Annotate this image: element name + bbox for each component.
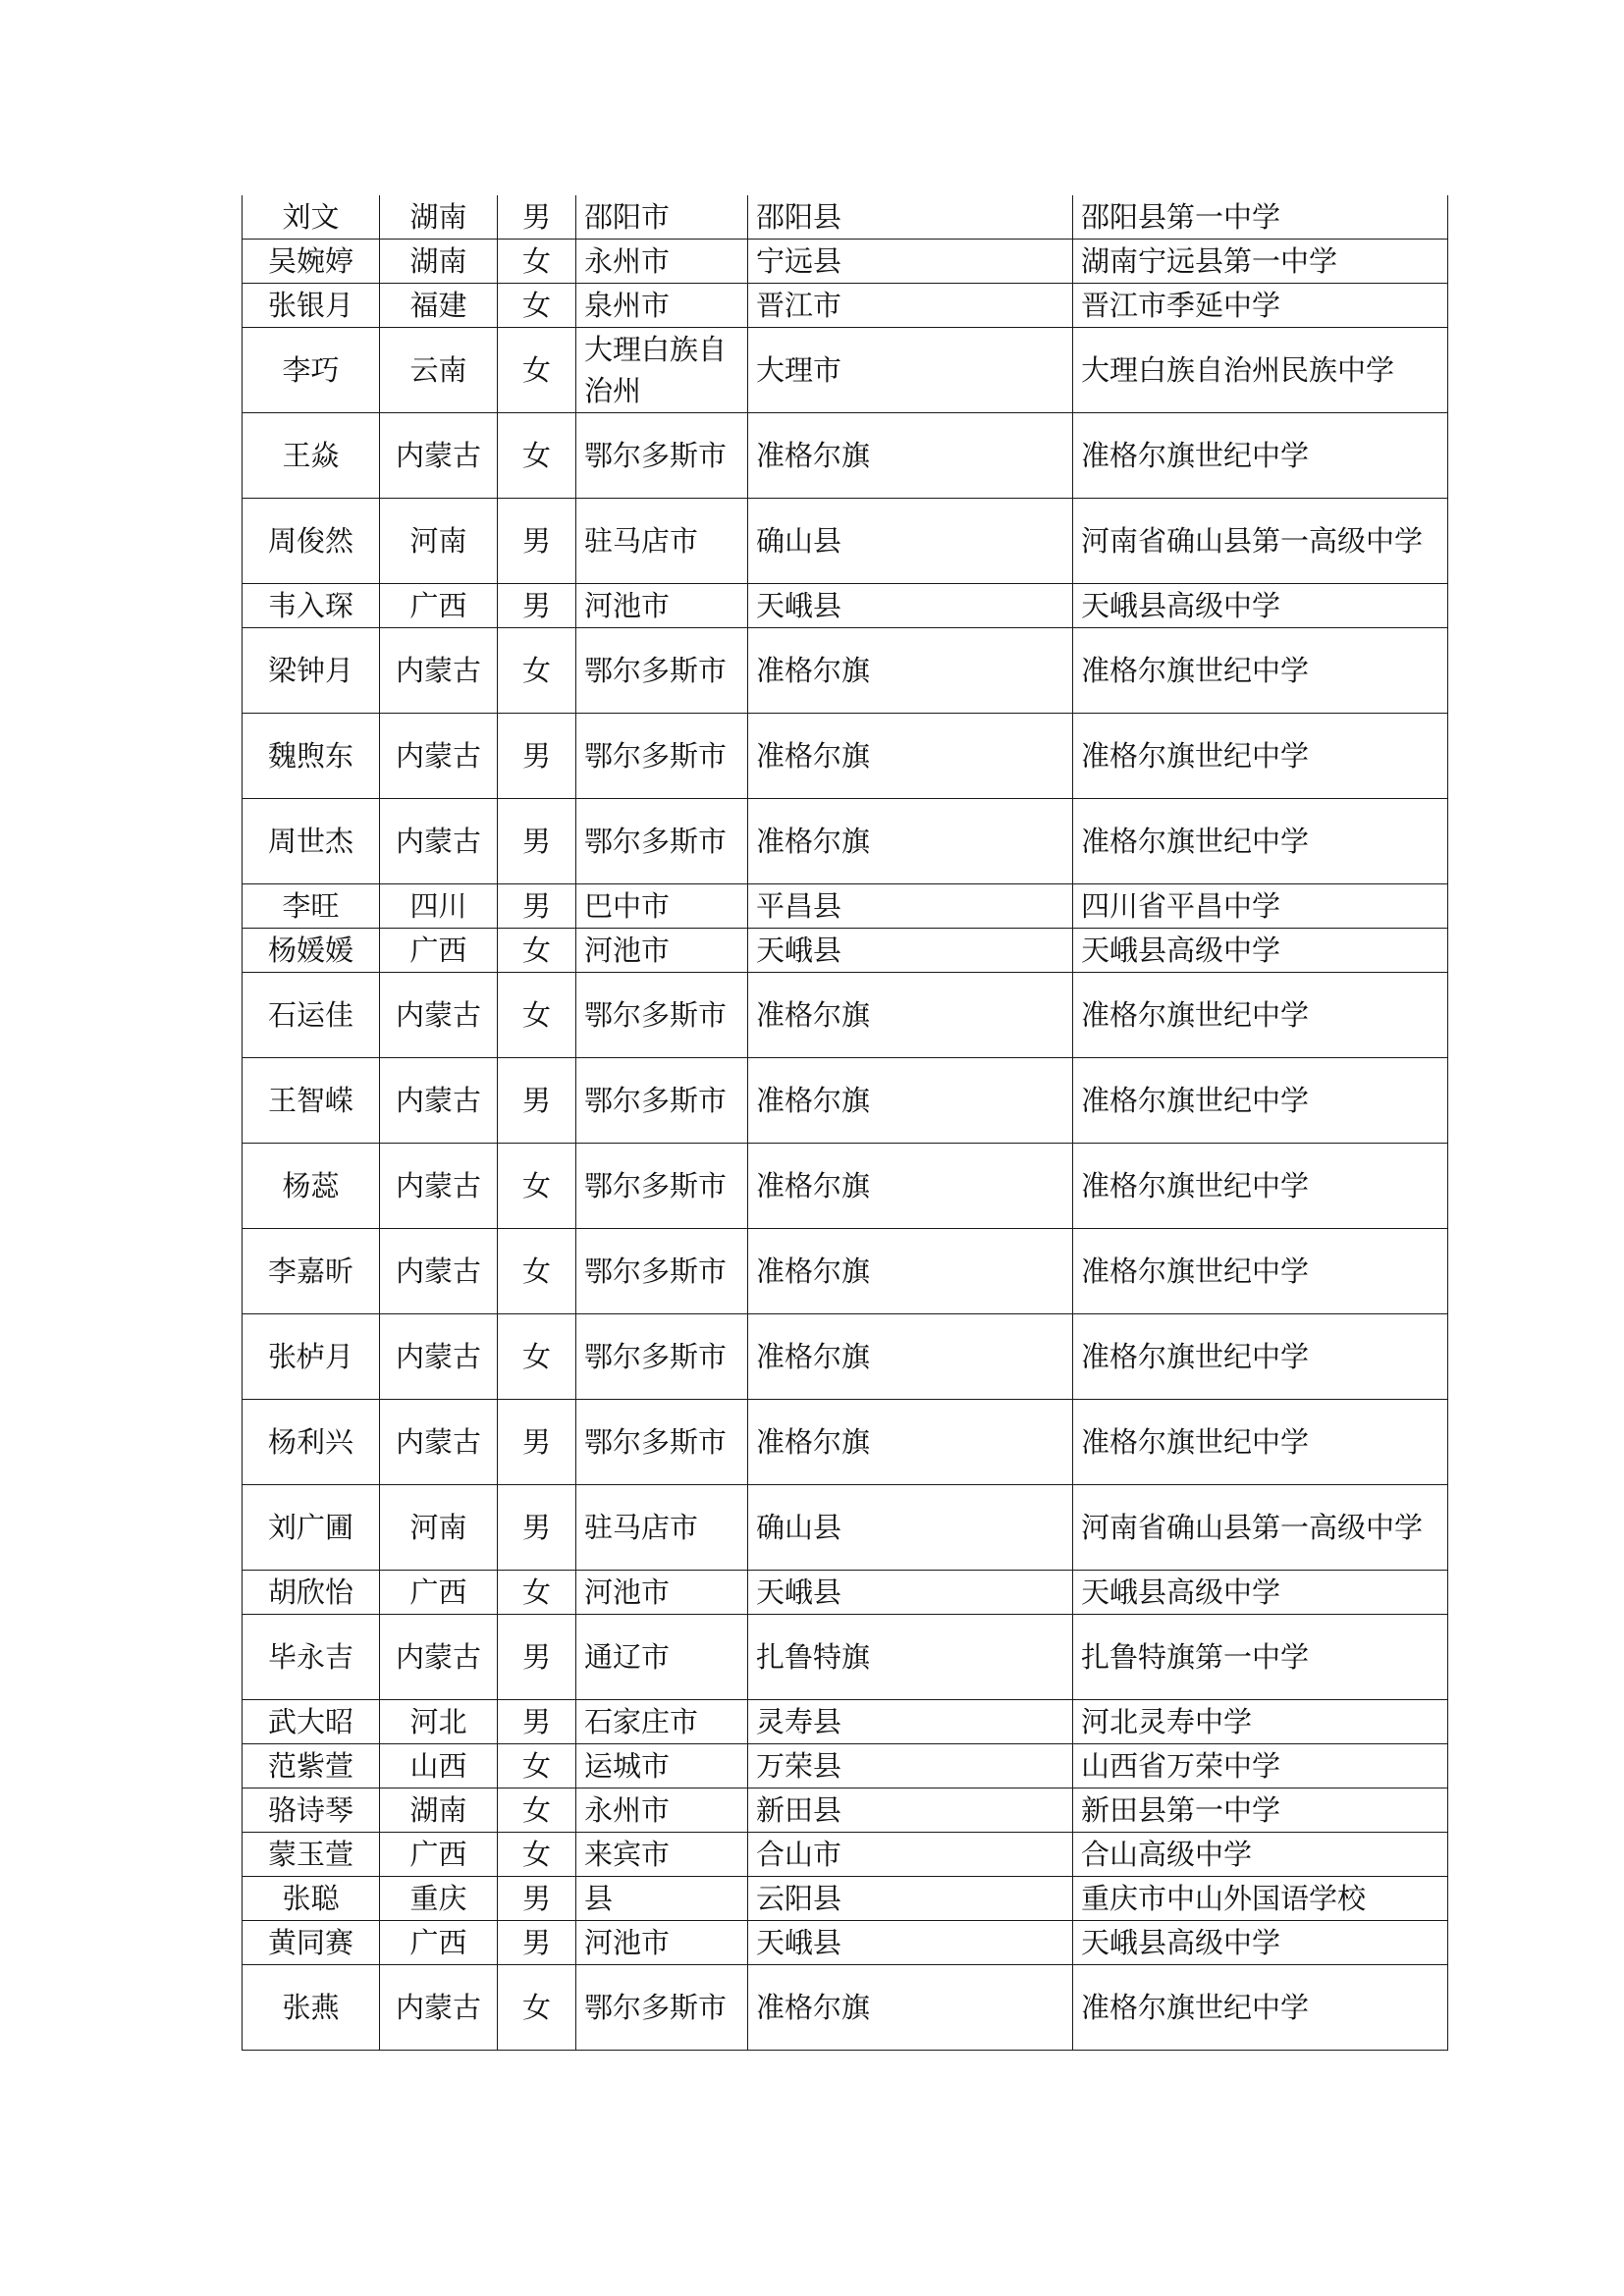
city-cell: 鄂尔多斯市 bbox=[576, 1058, 748, 1144]
student-name-cell: 张银月 bbox=[243, 284, 380, 328]
city-cell: 河池市 bbox=[576, 1571, 748, 1615]
city-cell: 河池市 bbox=[576, 929, 748, 973]
school-cell: 准格尔旗世纪中学 bbox=[1073, 799, 1448, 884]
province-cell: 内蒙古 bbox=[380, 714, 498, 799]
gender-cell: 男 bbox=[498, 1485, 576, 1571]
student-name-cell: 范紫萱 bbox=[243, 1744, 380, 1789]
roster-body bbox=[243, 195, 1448, 2051]
table-row bbox=[243, 1877, 1448, 1921]
school-cell: 扎鲁特旗第一中学 bbox=[1073, 1615, 1448, 1700]
school-cell: 准格尔旗世纪中学 bbox=[1073, 714, 1448, 799]
city-cell: 永州市 bbox=[576, 240, 748, 284]
table-row bbox=[243, 1921, 1448, 1965]
county-cell: 准格尔旗 bbox=[748, 799, 1073, 884]
gender-cell: 男 bbox=[498, 195, 576, 240]
school-cell: 天峨县高级中学 bbox=[1073, 929, 1448, 973]
student-name-cell: 李旺 bbox=[243, 884, 380, 929]
city-cell: 永州市 bbox=[576, 1789, 748, 1833]
county-cell: 准格尔旗 bbox=[748, 1144, 1073, 1229]
city-cell: 鄂尔多斯市 bbox=[576, 1314, 748, 1400]
province-cell: 河北 bbox=[380, 1700, 498, 1744]
gender-cell: 女 bbox=[498, 1965, 576, 2051]
city-cell: 通辽市 bbox=[576, 1615, 748, 1700]
city-cell: 来宾市 bbox=[576, 1833, 748, 1877]
county-cell: 准格尔旗 bbox=[748, 714, 1073, 799]
province-cell: 福建 bbox=[380, 284, 498, 328]
county-cell: 晋江市 bbox=[748, 284, 1073, 328]
county-cell: 天峨县 bbox=[748, 1571, 1073, 1615]
school-cell: 准格尔旗世纪中学 bbox=[1073, 1314, 1448, 1400]
province-cell: 内蒙古 bbox=[380, 1965, 498, 2051]
county-cell: 云阳县 bbox=[748, 1877, 1073, 1921]
province-cell: 广西 bbox=[380, 929, 498, 973]
school-cell: 邵阳县第一中学 bbox=[1073, 195, 1448, 240]
student-name-cell: 张栌月 bbox=[243, 1314, 380, 1400]
gender-cell: 女 bbox=[498, 1144, 576, 1229]
student-name-cell: 王智嵘 bbox=[243, 1058, 380, 1144]
gender-cell: 女 bbox=[498, 628, 576, 714]
province-cell: 广西 bbox=[380, 1833, 498, 1877]
county-cell: 准格尔旗 bbox=[748, 1314, 1073, 1400]
province-cell: 湖南 bbox=[380, 240, 498, 284]
table-row bbox=[243, 584, 1448, 628]
gender-cell: 女 bbox=[498, 1229, 576, 1314]
gender-cell: 男 bbox=[498, 1700, 576, 1744]
province-cell: 广西 bbox=[380, 1921, 498, 1965]
student-name-cell: 魏煦东 bbox=[243, 714, 380, 799]
gender-cell: 男 bbox=[498, 799, 576, 884]
school-cell: 准格尔旗世纪中学 bbox=[1073, 973, 1448, 1058]
city-cell: 县 bbox=[576, 1877, 748, 1921]
county-cell: 扎鲁特旗 bbox=[748, 1615, 1073, 1700]
school-cell: 大理白族自治州民族中学 bbox=[1073, 328, 1448, 413]
school-cell: 重庆市中山外国语学校 bbox=[1073, 1877, 1448, 1921]
province-cell: 内蒙古 bbox=[380, 1144, 498, 1229]
gender-cell: 女 bbox=[498, 413, 576, 499]
school-cell: 山西省万荣中学 bbox=[1073, 1744, 1448, 1789]
county-cell: 天峨县 bbox=[748, 929, 1073, 973]
student-name-cell: 蒙玉萱 bbox=[243, 1833, 380, 1877]
table-row bbox=[243, 284, 1448, 328]
school-cell: 准格尔旗世纪中学 bbox=[1073, 1965, 1448, 2051]
gender-cell: 女 bbox=[498, 1833, 576, 1877]
city-cell: 鄂尔多斯市 bbox=[576, 413, 748, 499]
county-cell: 准格尔旗 bbox=[748, 973, 1073, 1058]
table-row bbox=[243, 328, 1448, 413]
student-name-cell: 武大昭 bbox=[243, 1700, 380, 1744]
table-row bbox=[243, 714, 1448, 799]
table-row bbox=[243, 1789, 1448, 1833]
school-cell: 新田县第一中学 bbox=[1073, 1789, 1448, 1833]
school-cell: 准格尔旗世纪中学 bbox=[1073, 1400, 1448, 1485]
table-row bbox=[243, 499, 1448, 584]
province-cell: 四川 bbox=[380, 884, 498, 929]
city-cell: 邵阳市 bbox=[576, 195, 748, 240]
province-cell: 重庆 bbox=[380, 1877, 498, 1921]
county-cell: 天峨县 bbox=[748, 1921, 1073, 1965]
gender-cell: 男 bbox=[498, 1877, 576, 1921]
province-cell: 内蒙古 bbox=[380, 1058, 498, 1144]
table-row bbox=[243, 413, 1448, 499]
student-name-cell: 黄同赛 bbox=[243, 1921, 380, 1965]
school-cell: 河南省确山县第一高级中学 bbox=[1073, 499, 1448, 584]
city-cell: 鄂尔多斯市 bbox=[576, 628, 748, 714]
student-name-cell: 胡欣怡 bbox=[243, 1571, 380, 1615]
table-row bbox=[243, 929, 1448, 973]
school-cell: 晋江市季延中学 bbox=[1073, 284, 1448, 328]
gender-cell: 男 bbox=[498, 714, 576, 799]
city-cell: 驻马店市 bbox=[576, 499, 748, 584]
city-cell: 鄂尔多斯市 bbox=[576, 973, 748, 1058]
county-cell: 准格尔旗 bbox=[748, 1229, 1073, 1314]
school-cell: 天峨县高级中学 bbox=[1073, 1921, 1448, 1965]
province-cell: 河南 bbox=[380, 1485, 498, 1571]
county-cell: 邵阳县 bbox=[748, 195, 1073, 240]
city-cell: 驻马店市 bbox=[576, 1485, 748, 1571]
city-cell: 河池市 bbox=[576, 584, 748, 628]
gender-cell: 女 bbox=[498, 929, 576, 973]
city-cell: 鄂尔多斯市 bbox=[576, 1400, 748, 1485]
table-row bbox=[243, 884, 1448, 929]
province-cell: 内蒙古 bbox=[380, 1615, 498, 1700]
gender-cell: 男 bbox=[498, 584, 576, 628]
county-cell: 大理市 bbox=[748, 328, 1073, 413]
student-name-cell: 周俊然 bbox=[243, 499, 380, 584]
gender-cell: 女 bbox=[498, 1789, 576, 1833]
gender-cell: 女 bbox=[498, 1314, 576, 1400]
student-name-cell: 杨蕊 bbox=[243, 1144, 380, 1229]
table-row bbox=[243, 1400, 1448, 1485]
table-row bbox=[243, 973, 1448, 1058]
school-cell: 准格尔旗世纪中学 bbox=[1073, 1058, 1448, 1144]
gender-cell: 男 bbox=[498, 499, 576, 584]
city-cell: 巴中市 bbox=[576, 884, 748, 929]
county-cell: 确山县 bbox=[748, 499, 1073, 584]
gender-cell: 男 bbox=[498, 884, 576, 929]
student-name-cell: 骆诗琴 bbox=[243, 1789, 380, 1833]
county-cell: 准格尔旗 bbox=[748, 1965, 1073, 2051]
table-row bbox=[243, 1833, 1448, 1877]
student-name-cell: 张燕 bbox=[243, 1965, 380, 2051]
province-cell: 湖南 bbox=[380, 195, 498, 240]
student-name-cell: 杨媛媛 bbox=[243, 929, 380, 973]
table-row bbox=[243, 1744, 1448, 1789]
city-cell: 鄂尔多斯市 bbox=[576, 714, 748, 799]
county-cell: 宁远县 bbox=[748, 240, 1073, 284]
county-cell: 准格尔旗 bbox=[748, 1058, 1073, 1144]
gender-cell: 男 bbox=[498, 1400, 576, 1485]
student-name-cell: 李巧 bbox=[243, 328, 380, 413]
county-cell: 平昌县 bbox=[748, 884, 1073, 929]
student-name-cell: 韦入琛 bbox=[243, 584, 380, 628]
gender-cell: 女 bbox=[498, 328, 576, 413]
gender-cell: 女 bbox=[498, 240, 576, 284]
province-cell: 内蒙古 bbox=[380, 1400, 498, 1485]
province-cell: 内蒙古 bbox=[380, 628, 498, 714]
table-row bbox=[243, 1229, 1448, 1314]
table-row bbox=[243, 1965, 1448, 2051]
gender-cell: 男 bbox=[498, 1058, 576, 1144]
table-row bbox=[243, 1571, 1448, 1615]
province-cell: 内蒙古 bbox=[380, 413, 498, 499]
table-row bbox=[243, 1144, 1448, 1229]
city-cell: 鄂尔多斯市 bbox=[576, 1229, 748, 1314]
gender-cell: 男 bbox=[498, 1615, 576, 1700]
province-cell: 内蒙古 bbox=[380, 973, 498, 1058]
county-cell: 准格尔旗 bbox=[748, 413, 1073, 499]
school-cell: 准格尔旗世纪中学 bbox=[1073, 1144, 1448, 1229]
student-name-cell: 毕永吉 bbox=[243, 1615, 380, 1700]
student-name-cell: 石运佳 bbox=[243, 973, 380, 1058]
province-cell: 广西 bbox=[380, 1571, 498, 1615]
table-row bbox=[243, 195, 1448, 240]
school-cell: 天峨县高级中学 bbox=[1073, 584, 1448, 628]
county-cell: 灵寿县 bbox=[748, 1700, 1073, 1744]
county-cell: 新田县 bbox=[748, 1789, 1073, 1833]
student-name-cell: 刘广圃 bbox=[243, 1485, 380, 1571]
province-cell: 山西 bbox=[380, 1744, 498, 1789]
gender-cell: 女 bbox=[498, 284, 576, 328]
city-cell: 鄂尔多斯市 bbox=[576, 1144, 748, 1229]
school-cell: 湖南宁远县第一中学 bbox=[1073, 240, 1448, 284]
gender-cell: 男 bbox=[498, 1921, 576, 1965]
city-cell: 鄂尔多斯市 bbox=[576, 799, 748, 884]
student-name-cell: 刘文 bbox=[243, 195, 380, 240]
province-cell: 河南 bbox=[380, 499, 498, 584]
county-cell: 合山市 bbox=[748, 1833, 1073, 1877]
student-name-cell: 李嘉昕 bbox=[243, 1229, 380, 1314]
table-row bbox=[243, 628, 1448, 714]
city-cell: 河池市 bbox=[576, 1921, 748, 1965]
table-row bbox=[243, 799, 1448, 884]
county-cell: 准格尔旗 bbox=[748, 1400, 1073, 1485]
school-cell: 准格尔旗世纪中学 bbox=[1073, 413, 1448, 499]
province-cell: 湖南 bbox=[380, 1789, 498, 1833]
table-row bbox=[243, 1700, 1448, 1744]
school-cell: 准格尔旗世纪中学 bbox=[1073, 1229, 1448, 1314]
province-cell: 内蒙古 bbox=[380, 1314, 498, 1400]
school-cell: 河南省确山县第一高级中学 bbox=[1073, 1485, 1448, 1571]
province-cell: 内蒙古 bbox=[380, 1229, 498, 1314]
table-row bbox=[243, 240, 1448, 284]
province-cell: 云南 bbox=[380, 328, 498, 413]
school-cell: 河北灵寿中学 bbox=[1073, 1700, 1448, 1744]
province-cell: 内蒙古 bbox=[380, 799, 498, 884]
gender-cell: 女 bbox=[498, 1744, 576, 1789]
city-cell: 大理白族自治州 bbox=[576, 328, 748, 413]
table-row bbox=[243, 1058, 1448, 1144]
gender-cell: 女 bbox=[498, 973, 576, 1058]
gender-cell: 女 bbox=[498, 1571, 576, 1615]
school-cell: 准格尔旗世纪中学 bbox=[1073, 628, 1448, 714]
city-cell: 石家庄市 bbox=[576, 1700, 748, 1744]
school-cell: 合山高级中学 bbox=[1073, 1833, 1448, 1877]
county-cell: 准格尔旗 bbox=[748, 628, 1073, 714]
school-cell: 四川省平昌中学 bbox=[1073, 884, 1448, 929]
student-name-cell: 梁钟月 bbox=[243, 628, 380, 714]
city-cell: 泉州市 bbox=[576, 284, 748, 328]
table-row bbox=[243, 1314, 1448, 1400]
province-cell: 广西 bbox=[380, 584, 498, 628]
student-name-cell: 吴婉婷 bbox=[243, 240, 380, 284]
table-row bbox=[243, 1485, 1448, 1571]
county-cell: 万荣县 bbox=[748, 1744, 1073, 1789]
county-cell: 确山县 bbox=[748, 1485, 1073, 1571]
table-row bbox=[243, 1615, 1448, 1700]
student-name-cell: 杨利兴 bbox=[243, 1400, 380, 1485]
county-cell: 天峨县 bbox=[748, 584, 1073, 628]
city-cell: 鄂尔多斯市 bbox=[576, 1965, 748, 2051]
student-name-cell: 周世杰 bbox=[243, 799, 380, 884]
school-cell: 天峨县高级中学 bbox=[1073, 1571, 1448, 1615]
student-roster-table bbox=[242, 195, 1448, 2051]
student-name-cell: 张聪 bbox=[243, 1877, 380, 1921]
student-name-cell: 王焱 bbox=[243, 413, 380, 499]
city-cell: 运城市 bbox=[576, 1744, 748, 1789]
